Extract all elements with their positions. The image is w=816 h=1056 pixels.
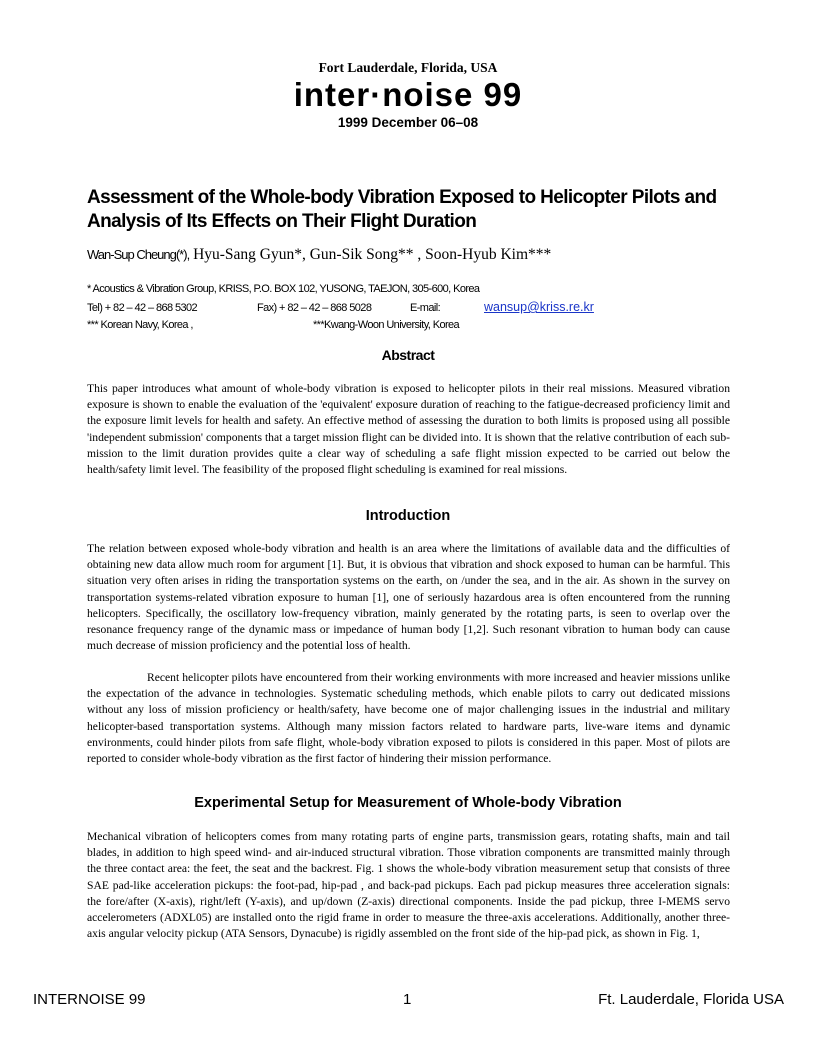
telephone: Tel) + 82 – 42 – 868 5302 [87,302,198,314]
abstract-text: This paper introduces what amount of whole-body vibration is exposed to helicopter pilots in their real missions. Measured vibration exposure is shown to enable the evaluation of the 'equivalent' exposure duration of reaching to the fatigue-decreased proficiency limit and the exposure limit levels for health and safety. An effective method of assessing the duration to both limits is proposed using all possible 'independent submission' components that a target mission flight can be divided into. It is shown that the relative contribution of each sub-mission to the limit duration provides quite a clear way of scheduling a safe flight mission expected to be carried out below the health/safety limit level. The feasibility of the proposed flight scheduling is examined for real missions. [87,382,730,477]
introduction-heading: Introduction [365,508,451,524]
contact-line [87,300,594,314]
email-label: E-mail: [410,302,441,314]
introduction-paragraph-2: Recent helicopter pilots have encountered from their working environments with more increased and heavier missions unlike the expectation of the advance in technologies. Systematic scheduling methods, which enable pilots to carry out dedicated missions without any loss of mission proficiency or health/safety, have become one of major challenging issues in the industrial and military helicopter-based transportation systems. Although many mission factors related to hardware parts, live-ware items and dynamic environments, could hinder pilots from safe flight, whole-body vibration exposed to pilots is considered in this paper. Most of pilots are reported to consider whole-body vibration as the first factor of hindering their mission performance. [87,671,730,766]
conference-logo: inter·noise 99 [293,76,523,113]
affiliation-line: * Acoustics & Vibration Group, KRISS, P.O. BOX 102, YUSONG, TAEJON, 305-600, Korea [87,283,480,295]
footer-conference: INTERNOISE 99 [33,991,146,1008]
co-authors: Hyu-Sang Gyun*, Gun-Sik Song** , Soon-Hyub Kim*** [189,246,552,263]
university-affiliation: ***Kwang-Woon University, Korea [313,319,460,331]
email-link[interactable]: wansup@kriss.re.kr [484,300,594,314]
affiliation-line-2 [87,319,460,331]
experimental-setup-paragraph: Mechanical vibration of helicopters comes from many rotating parts of engine parts, transmission gears, rotating shafts, main and tail blades, in addition to high speed wind- and air-induced structural vibration. Those vibration components are transmitted mainly through the three contact area: the feet, the seat and the backrest. Fig. 1 shows the whole-body vibration measurement setup that consists of three SAE pad-like acceleration pickups: the foot-pad, hip-pad , and back-pad pickups. Each pad pickup measures three acceleration signals: the fore/after (X-axis), right/left (Y-axis), and up/down (Z-axis) directional components. Inside the pad pickup, three I-MEMS servo accelerometers (ADXL05) are installed onto the rigid frame in order to measure the three-axis accelerations. Additionally, another three-axis angular velocity pickup (ATA Sensors, Dynacube) is rigidly assembled on the front side of the hip-pad pick, as shown in Fig. 1, [87,830,730,941]
footer-location: Ft. Lauderdale, Florida USA [598,991,784,1008]
conference-location: Fort Lauderdale, Florida, USA [318,60,498,75]
abstract-heading: Abstract [381,347,435,363]
first-author: Wan-Sup Cheung(*), [87,247,190,262]
conference-dates: 1999 December 06–08 [337,115,479,130]
fax: Fax) + 82 – 42 – 868 5028 [257,302,372,314]
paper-title: Assessment of the Whole-body Vibration Exposed to Helicopter Pilots and Analysis of Its Effects on Their Flight Duration [87,187,717,232]
author-list [87,246,551,264]
page-number: 1 [403,991,412,1008]
navy-affiliation: *** Korean Navy, Korea , [87,319,193,331]
experimental-setup-heading: Experimental Setup for Measurement of Whole-body Vibration [194,795,622,811]
introduction-paragraph-1: The relation between exposed whole-body vibration and health is an area where the limitations of available data and the difficulties of obtaining new data allow much room for argument [1]. But, it is obvious that vibration and shock exposed to human can be harmful. This situation very often arises in riding the transportation systems on the earth, on /under the sea, and in the air. As shown in the survey on transportation systems-related vibration exposure to human [1], one of seriously hazardous area is often encountered from the running helicopters. Specifically, the oscillatory low-frequency vibration, mainly generated by the rotating parts, is seen to overlap over the resonance frequency range of the dynamic mass or impedance of human body [1,2]. Such resonant vibration to human body can cause much decrease of mission proficiency and the potential loss of health. [87,542,730,653]
